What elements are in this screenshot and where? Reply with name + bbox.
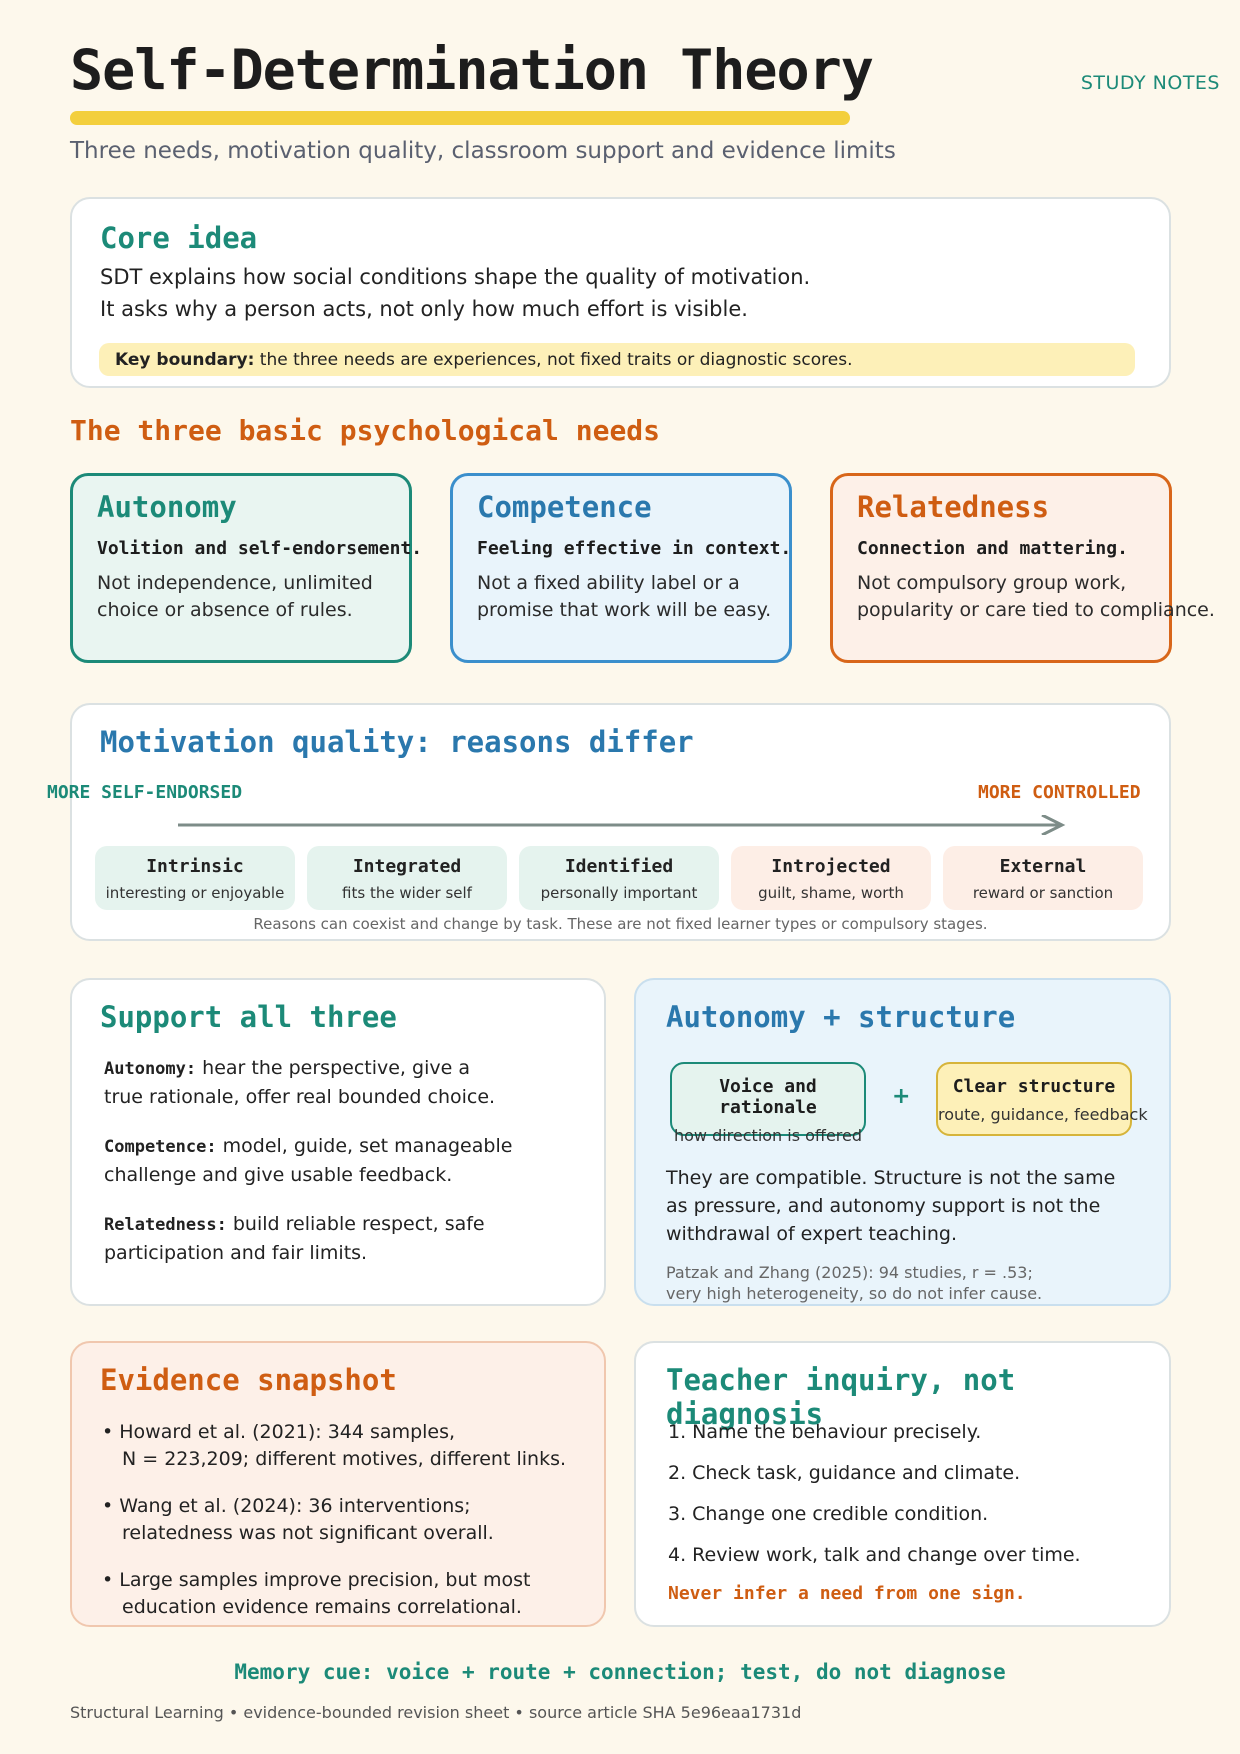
teacher-inquiry-heading: Teacher inquiry, not diagnosis [666, 1363, 1016, 1431]
continuum-left-label: MORE SELF-ENDORSED [47, 782, 243, 803]
autonomy-structure-body: They are compatible. Structure is not the same as pressure, and autonomy support is not the withdrawal of expert teaching. [666, 1167, 1116, 1245]
need-title: Competence [477, 490, 652, 524]
motivation-note: Reasons can coexist and change by task. These are not fixed learner types or compulsory stages. [253, 915, 988, 933]
need-description: Not independence, unlimited choice or absence of rules. [97, 572, 373, 621]
need-title: Autonomy [97, 490, 237, 524]
evidence-bullet: • Large samples improve precision, but most education evidence remains correlational. [102, 1569, 531, 1618]
need-card-autonomy [70, 473, 423, 663]
key-boundary-label: Key boundary: [115, 350, 255, 370]
motivation-step: Introjected guilt, shame, worth [731, 846, 931, 910]
autonomy-structure-citation: Patzak and Zhang (2025): 94 studies, r = .53; very high heterogeneity, so do not infer cause. [666, 1263, 1043, 1303]
core-idea-line: SDT explains how social conditions shape the quality of motivation. [100, 265, 811, 289]
plus-icon: + [892, 1084, 911, 1109]
memory-cue: Memory cue: voice + route + connection; test, do not diagnose [234, 1660, 1006, 1684]
inquiry-warning: Never infer a need from one sign. [668, 1583, 1026, 1604]
teacher-inquiry-card [634, 1341, 1171, 1627]
need-title: Relatedness [857, 490, 1050, 524]
support-item: Autonomy: hear the perspective, give a true rationale, offer real bounded choice. [104, 1057, 496, 1108]
core-idea-line: It asks why a person acts, not only how much effort is visible. [100, 297, 748, 321]
inquiry-step: 2. Check task, guidance and climate. [668, 1462, 1021, 1484]
need-description: Not a fixed ability label or a promise that work will be easy. [477, 572, 772, 621]
motivation-step: Identified personally important [519, 846, 719, 910]
autonomy-structure-card [634, 978, 1171, 1306]
title-underline [70, 111, 850, 125]
motivation-step: Integrated fits the wider self [307, 846, 507, 910]
key-boundary-text: the three needs are experiences, not fixed traits or diagnostic scores. [254, 350, 853, 370]
inquiry-step: 4. Review work, talk and change over time. [668, 1544, 1081, 1566]
need-card-competence [450, 473, 792, 663]
key-boundary-callout [99, 343, 1135, 376]
page-title: Self-Determination Theory [70, 38, 873, 102]
study-notes-badge: STUDY NOTES [1080, 72, 1220, 94]
needs-section-heading: The three basic psychological needs [70, 414, 661, 447]
motivation-step: External reward or sanction [943, 846, 1143, 910]
inquiry-step: 1. Name the behaviour precisely. [668, 1421, 982, 1443]
continuum-right-label: MORE CONTROLLED [978, 782, 1141, 803]
support-card [70, 978, 606, 1306]
motivation-heading: Motivation quality: reasons differ [100, 725, 694, 759]
need-description: Not compulsory group work, popularity or care tied to compliance. [857, 572, 1215, 621]
core-idea-card [70, 197, 1171, 388]
need-summary: Volition and self-endorsement. [97, 538, 423, 559]
support-heading: Support all three [100, 1000, 397, 1034]
inquiry-step: 3. Change one credible condition. [668, 1503, 989, 1525]
need-summary: Connection and mattering. [857, 538, 1128, 559]
need-card-relatedness [830, 473, 1215, 663]
need-summary: Feeling effective in context. [477, 538, 792, 559]
core-idea-heading: Core idea [100, 221, 258, 255]
evidence-bullet: • Howard et al. (2021): 344 samples, N = 223,209; different motives, different links. [102, 1421, 567, 1470]
footer-credit: Structural Learning • evidence-bounded revision sheet • source article SHA 5e96eaa1731d [70, 1703, 802, 1722]
voice-rationale-pill: Voice and rationale how direction is offered [670, 1062, 866, 1136]
evidence-heading: Evidence snapshot [100, 1363, 397, 1397]
support-item: Competence: model, guide, set manageable challenge and give usable feedback. [104, 1135, 513, 1186]
motivation-step: Intrinsic interesting or enjoyable [95, 846, 295, 910]
continuum-arrow-icon [178, 815, 1066, 835]
page-subtitle: Three needs, motivation quality, classroom support and evidence limits [70, 138, 896, 164]
evidence-card [70, 1341, 606, 1627]
support-item: Relatedness: build reliable respect, safe participation and fair limits. [104, 1213, 485, 1264]
clear-structure-pill: Clear structure route, guidance, feedback [936, 1062, 1132, 1136]
autonomy-structure-heading: Autonomy + structure [666, 1000, 1016, 1034]
evidence-bullet: • Wang et al. (2024): 36 interventions; relatedness was not significant overall. [102, 1495, 494, 1544]
